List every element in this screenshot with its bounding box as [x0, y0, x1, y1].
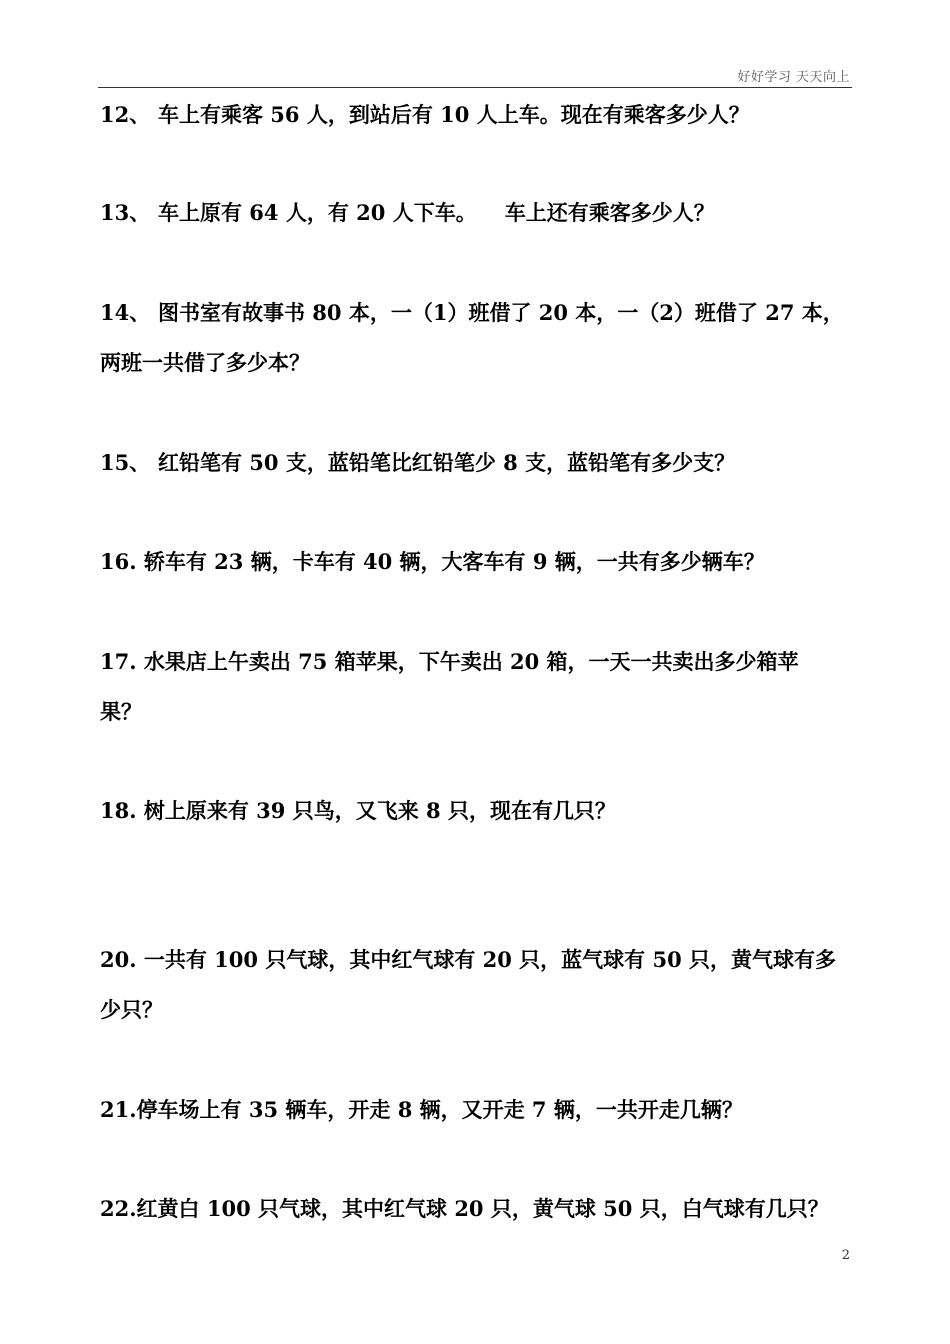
header-divider: [98, 87, 852, 88]
question-number: 12、: [100, 102, 151, 127]
question-number: 22.: [100, 1196, 137, 1221]
question-14: [100, 288, 860, 388]
question-22: [100, 1184, 860, 1234]
question-text-part-b: 车上还有乘客多少人？: [504, 200, 715, 225]
question-13: [100, 188, 860, 238]
question-text-line1: 水果店上午卖出 75 箱苹果，下午卖出 20 箱，一天一共卖出多少箱苹: [143, 649, 799, 674]
question-21: [100, 1085, 860, 1135]
question-text: 红黄白 100 只气球，其中红气球 20 只，黄气球 50 只，白气球有几只？: [136, 1196, 829, 1221]
question-text: 车上有乘客 56 人，到站后有 10 人上车。现在有乘客多少人？: [158, 102, 750, 127]
question-text-line2: 果？: [100, 699, 142, 724]
question-text-line2: 两班一共借了多少本？: [100, 350, 310, 375]
question-number: 21.: [100, 1097, 137, 1122]
question-text-line1: 图书室有故事书 80 本，一（1）班借了 20 本，一（2）班借了 27 本，: [158, 300, 844, 325]
question-17: [100, 637, 860, 737]
question-12: [100, 90, 860, 140]
question-20: [100, 935, 860, 1035]
question-number: 20.: [100, 947, 137, 972]
question-text: 红铅笔有 50 支，蓝铅笔比红铅笔少 8 支，蓝铅笔有多少支？: [158, 450, 736, 475]
question-number: 16.: [100, 549, 137, 574]
header-slogan: 好好学习 天天向上: [737, 70, 850, 85]
question-number: 13、: [100, 200, 151, 225]
page-number: 2: [841, 1248, 850, 1263]
question-text-line2: 少只？: [100, 997, 163, 1022]
question-text: 轿车有 23 辆，卡车有 40 辆，大客车有 9 辆，一共有多少辆车？: [143, 549, 765, 574]
question-number: 15、: [100, 450, 151, 475]
question-number: 14、: [100, 300, 151, 325]
question-text: 停车场上有 35 辆车，开走 8 辆，又开走 7 辆，一共开走几辆？: [136, 1097, 743, 1122]
question-number: 18.: [100, 798, 137, 823]
question-16: [100, 537, 860, 587]
question-text-part-a: 车上原有 64 人，有 20 人下车。: [158, 200, 477, 225]
question-18: [100, 786, 860, 836]
question-15: [100, 438, 860, 488]
question-number: 17.: [100, 649, 137, 674]
question-text-line1: 一共有 100 只气球，其中红气球有 20 只，蓝气球有 50 只，黄气球有多: [143, 947, 837, 972]
question-text: 树上原来有 39 只鸟，又飞来 8 只，现在有几只？: [143, 798, 616, 823]
